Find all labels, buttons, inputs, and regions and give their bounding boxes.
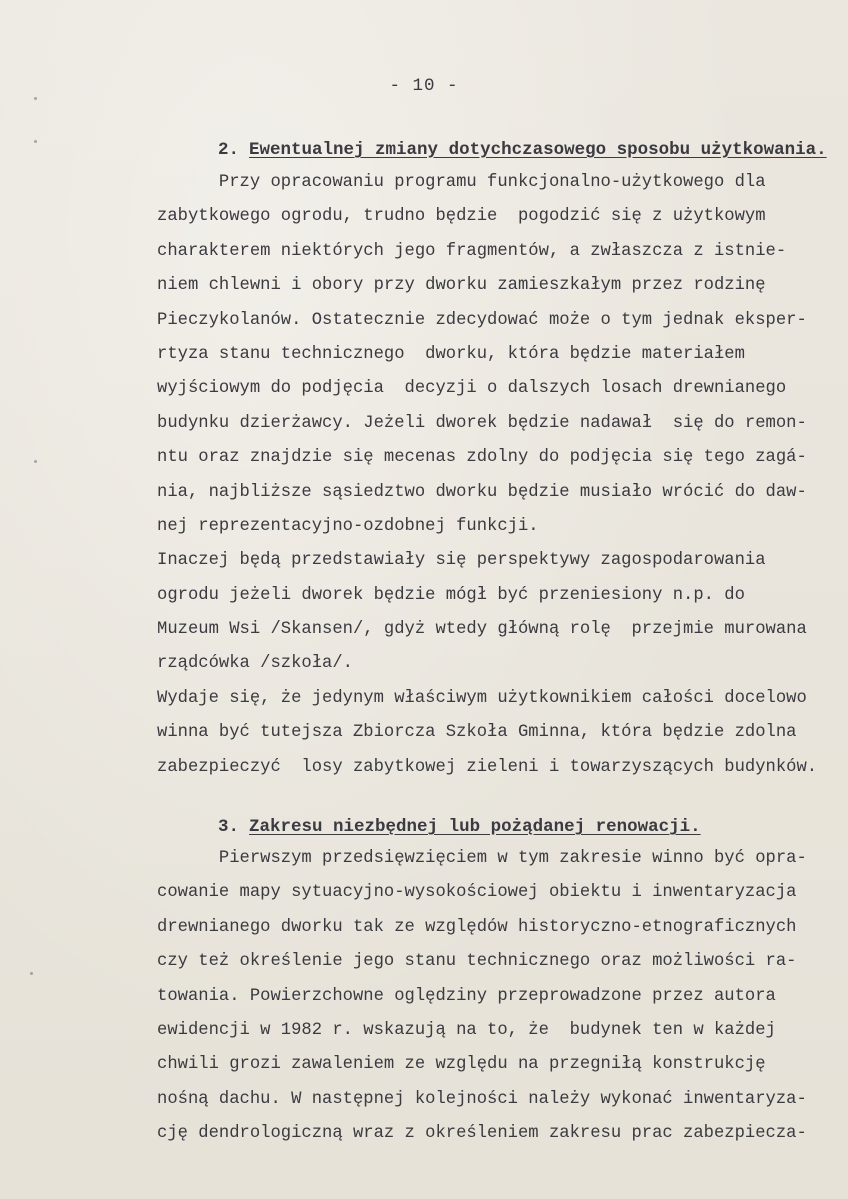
text-line: nej reprezentacyjno-ozdobnej funkcji. bbox=[157, 516, 539, 536]
text-line: Inaczej będą przedstawiały się perspektywy zagospodarowania bbox=[157, 551, 766, 571]
text-line: czy też określenie jego stanu technicznego oraz możliwości ra- bbox=[157, 952, 797, 972]
text-line: Pierwszym przedsięwzięciem w tym zakresie winno być opra- bbox=[157, 849, 807, 868]
text-line: drewnianego dworku tak ze względów historyczno-etnograficznych bbox=[157, 917, 797, 937]
text-line: zabezpieczyć losy zabytkowej zieleni i towarzyszących budynków. bbox=[157, 757, 818, 777]
section-3-number: 3. bbox=[218, 817, 240, 837]
text-line: rtyza stanu technicznego dworku, która będzie materiałem bbox=[157, 344, 745, 364]
section-3-body bbox=[157, 842, 817, 1152]
text-line: rządcówka /szkoła/. bbox=[157, 654, 353, 674]
text-line: Pieczykolanów. Ostatecznie zdecydować może o tym jednak eksper- bbox=[157, 310, 807, 330]
text-line: towania. Powierzchowne oględziny przeprowadzone przez autora bbox=[157, 986, 776, 1006]
text-line: ewidencji w 1982 r. wskazują na to, że budynek ten w każdej bbox=[157, 1020, 776, 1040]
text-line: nia, najbliższe sąsiedztwo dworku będzie musiało wrócić do daw- bbox=[157, 482, 807, 502]
text-line: charakterem niektórych jego fragmentów, a zwłaszcza z istnie- bbox=[157, 241, 787, 261]
text-line: niem chlewni i obory przy dworku zamieszkałym przez rodzinę bbox=[157, 276, 766, 296]
text-line: zabytkowego ogrodu, trudno będzie pogodzić się z użytkowym bbox=[157, 207, 766, 227]
text-line: Muzeum Wsi /Skansen/, gdyż wtedy główną rolę przejmie murowana bbox=[157, 620, 807, 640]
text-line: ogrodu jeżeli dworek będzie mógł być przeniesiony n.p. do bbox=[157, 585, 745, 605]
text-line: budynku dzierżawcy. Jeżeli dworek będzie nadawał się do remon- bbox=[157, 413, 807, 433]
margin-mark bbox=[34, 140, 37, 143]
section-2-title: Ewentualnej zmiany dotychczasowego sposobu użytkowania. bbox=[249, 140, 827, 160]
text-line: nośną dachu. W następnej kolejności należy wykonać inwentaryza- bbox=[157, 1089, 807, 1109]
page-number: - 10 - bbox=[389, 76, 459, 96]
text-line: cowanie mapy sytuacyjno-wysokościowej obiektu i inwentaryzacja bbox=[157, 883, 797, 903]
section-3-title: Zakresu niezbędnej lub pożądanej renowacji. bbox=[249, 817, 701, 837]
section-2-number: 2. bbox=[218, 140, 240, 160]
margin-mark bbox=[34, 460, 37, 463]
text-line: Wydaje się, że jedynym właściwym użytkownikiem całości docelowo bbox=[157, 688, 807, 708]
margin-mark bbox=[30, 972, 33, 975]
text-line: cję dendrologiczną wraz z określeniem zakresu prac zabezpiecza- bbox=[157, 1124, 807, 1144]
text-line: winna być tutejsza Zbiorcza Szkoła Gminna, która będzie zdolna bbox=[157, 723, 797, 743]
text-line: ntu oraz znajdzie się mecenas zdolny do podjęcia się tego zagá- bbox=[157, 448, 807, 468]
margin-mark bbox=[34, 97, 37, 100]
text-line: chwili grozi zawaleniem ze względu na przegniłą konstrukcję bbox=[157, 1055, 766, 1075]
text-line: wyjściowym do podjęcia decyzji o dalszych losach drewnianego bbox=[157, 379, 787, 399]
text-line: Przy opracowaniu programu funkcjonalno-użytkowego dla bbox=[157, 173, 766, 192]
section-2-body bbox=[157, 166, 817, 785]
